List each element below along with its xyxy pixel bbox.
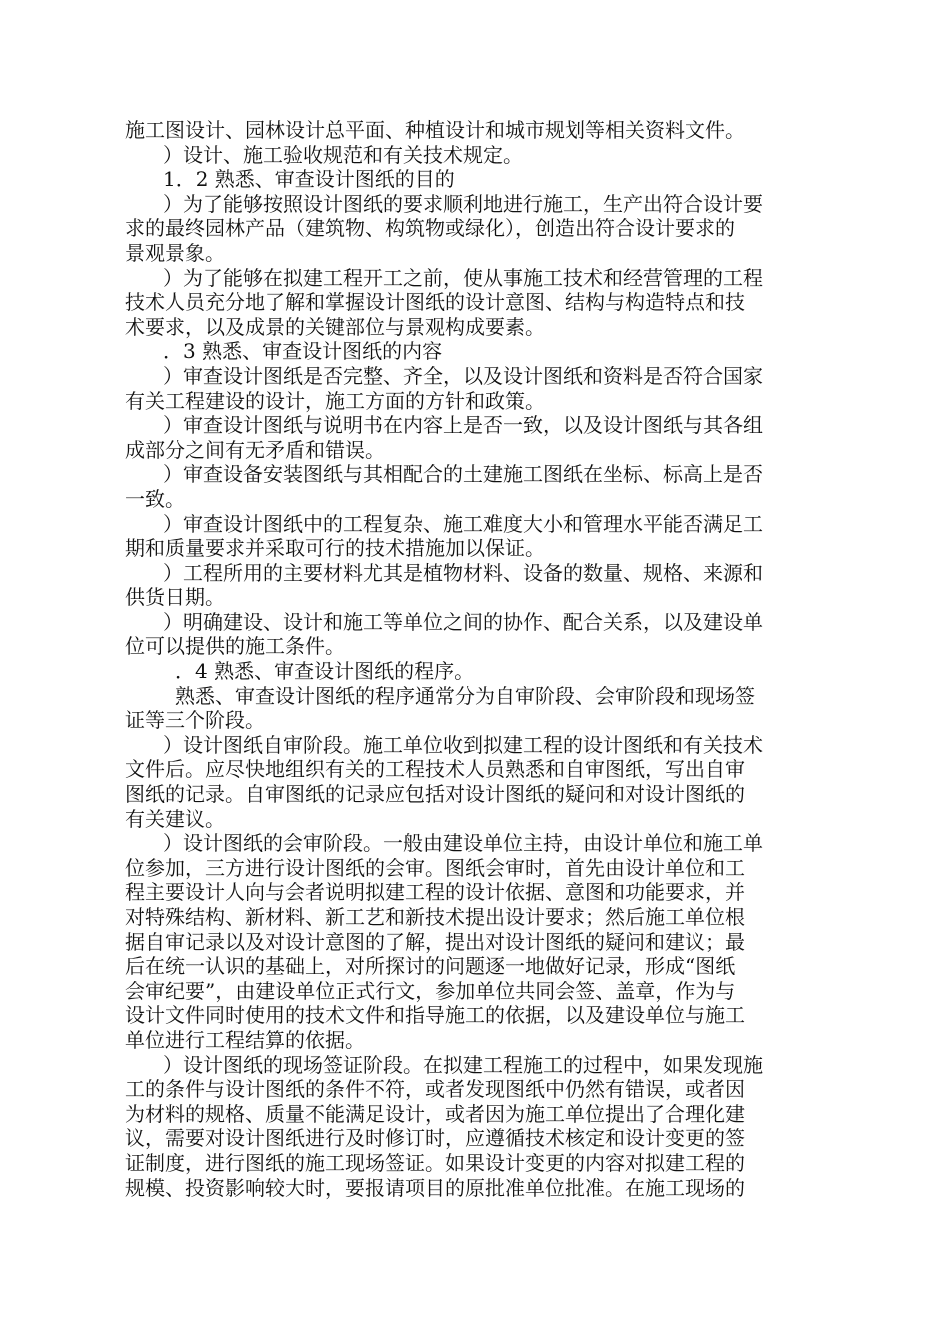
text-line: ）设计图纸自审阶段。施工单位收到拟建工程的设计图纸和有关技术 (163, 732, 763, 757)
text-line: 会审纪要”，由建设单位正式行文，参加单位共同会签、盖章，作为与 (125, 978, 736, 1003)
text-line: 文件后。应尽快地组织有关的工程技术人员熟悉和自审图纸，写出自审 (125, 757, 745, 782)
document-page (125, 118, 830, 1200)
text-line: 单位进行工程结算的依据。 (125, 1027, 365, 1052)
text-line: 求的最终园林产品（建筑物、构筑物或绿化），创造出符合设计要求的 (125, 216, 735, 241)
text-line: ）审查设计图纸中的工程复杂、施工难度大小和管理水平能否满足工 (163, 511, 763, 536)
text-line: 对特殊结构、新材料、新工艺和新技术提出设计要求；然后施工单位根 (125, 905, 745, 929)
text-line: 有关工程建设的设计，施工方面的方针和政策。 (125, 388, 545, 413)
text-line: 一致。 (125, 486, 185, 511)
text-line: 证等三个阶段。 (125, 708, 265, 733)
text-line: 工的条件与设计图纸的条件不符，或者发现图纸中仍然有错误，或者因 (125, 1077, 745, 1102)
text-line: 有关建议。 (125, 806, 225, 831)
text-line: 位可以提供的施工条件。 (125, 634, 345, 659)
text-line: 熟悉、审查设计图纸的程序通常分为自审阶段、会审阶段和现场签 (175, 683, 755, 708)
text-line: ．4 熟悉、审查设计图纸的程序。 (175, 659, 475, 684)
text-line: ．3 熟悉、审查设计图纸的内容 (163, 339, 443, 364)
text-line: 景观景象。 (125, 240, 225, 265)
text-line: ）审查设计图纸与说明书在内容上是否一致，以及设计图纸与其各组 (163, 413, 763, 438)
text-line: 位参加，三方进行设计图纸的会审。图纸会审时，首先由设计单位和工 (125, 855, 745, 880)
text-line: 1．2 熟悉、审查设计图纸的目的 (163, 167, 455, 192)
text-line: 供货日期。 (125, 585, 225, 610)
text-line: 后在统一认识的基础上，对所探讨的问题逐一地做好记录，形成“图纸 (125, 954, 736, 979)
text-line: 术要求，以及成景的关键部位与景观构成要素。 (125, 314, 545, 339)
text-line: 设计文件同时使用的技术文件和指导施工的依据，以及建设单位与施工 (125, 1003, 745, 1028)
text-line: 证制度，进行图纸的施工现场签证。如果设计变更的内容对拟建工程的 (125, 1150, 745, 1175)
text-line: 议，需要对设计图纸进行及时修订时，应遵循技术核定和设计变更的签 (125, 1126, 745, 1151)
text-line: 施工图设计、园林设计总平面、种植设计和城市规划等相关资料文件。 (125, 118, 745, 142)
text-line: 据自审记录以及对设计意图的了解，提出对设计图纸的疑问和建议；最 (125, 929, 745, 954)
text-line: ）明确建设、设计和施工等单位之间的协作、配合关系，以及建设单 (163, 609, 763, 634)
text-line: ）设计图纸的现场签证阶段。在拟建工程施工的过程中，如果发现施 (163, 1052, 763, 1077)
text-line: 规模、投资影响较大时，要报请项目的原批准单位批准。在施工现场的 (125, 1175, 745, 1200)
text-line: 期和质量要求并采取可行的技术措施加以保证。 (125, 536, 545, 561)
text-line: 程主要设计人向与会者说明拟建工程的设计依据、意图和功能要求，并 (125, 880, 745, 905)
text-line: ）设计、施工验收规范和有关技术规定。 (163, 142, 523, 167)
text-line: 为材料的规格、质量不能满足设计，或者因为施工单位提出了合理化建 (125, 1101, 745, 1126)
text-line: ）审查设备安装图纸与其相配合的土建施工图纸在坐标、标高上是否 (163, 462, 763, 487)
text-line: ）设计图纸的会审阶段。一般由建设单位主持，由设计单位和施工单 (163, 831, 763, 856)
text-line: ）审查设计图纸是否完整、齐全，以及设计图纸和资料是否符合国家 (163, 363, 763, 388)
text-line: 成部分之间有无矛盾和错误。 (125, 437, 385, 462)
text-line: 图纸的记录。自审图纸的记录应包括对设计图纸的疑问和对设计图纸的 (125, 782, 745, 807)
text-line: ）工程所用的主要材料尤其是植物材料、设备的数量、规格、来源和 (163, 560, 763, 585)
text-line: ）为了能够按照设计图纸的要求顺利地进行施工，生产出符合设计要 (163, 191, 763, 216)
text-line: 技术人员充分地了解和掌握设计图纸的设计意图、结构与构造特点和技 (125, 290, 745, 315)
text-line: ）为了能够在拟建工程开工之前，使从事施工技术和经营管理的工程 (163, 265, 763, 290)
